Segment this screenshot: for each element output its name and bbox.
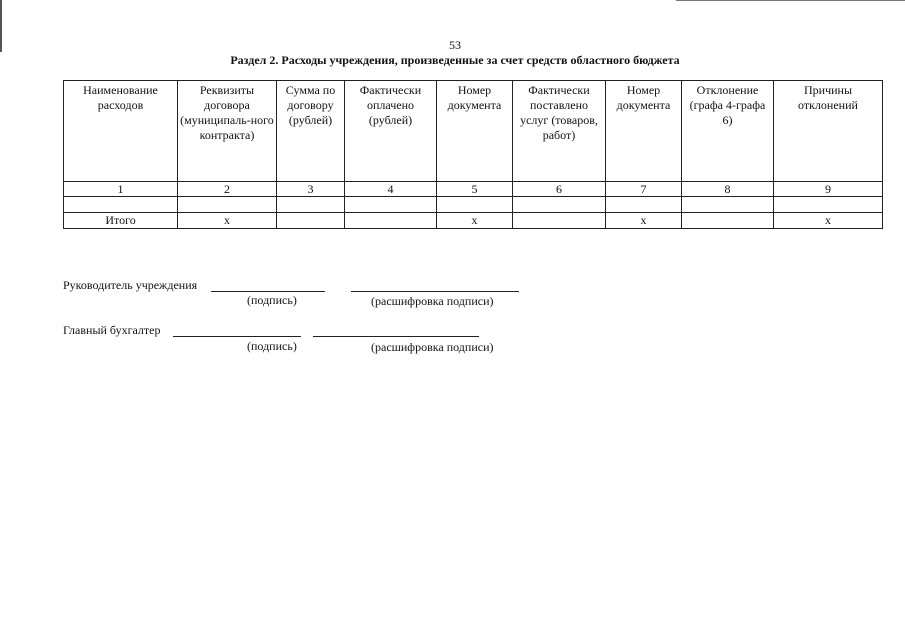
table-cell <box>345 197 437 213</box>
column-number-cell: 5 <box>437 182 513 197</box>
accountant-signature-caption: (подпись) <box>247 339 297 353</box>
expenses-table <box>63 80 883 229</box>
head-signature-block <box>63 278 543 312</box>
total-cell <box>345 213 437 229</box>
column-number-cell: 3 <box>277 182 345 197</box>
accountant-decoding-line[interactable] <box>313 336 479 337</box>
header-cell: Номер документа <box>606 81 682 182</box>
accountant-signature-block <box>63 323 543 357</box>
column-number-cell: 4 <box>345 182 437 197</box>
accountant-decoding-caption: (расшифровка подписи) <box>371 340 494 354</box>
table-cell <box>606 197 682 213</box>
table-cell <box>277 197 345 213</box>
head-signature-caption: (подпись) <box>247 293 297 307</box>
table-row <box>64 197 883 213</box>
head-signature-line[interactable] <box>211 291 325 292</box>
header-cell: Реквизиты договора (муниципаль-ного контракта) <box>178 81 277 182</box>
total-cell: x <box>606 213 682 229</box>
accountant-signature-line[interactable] <box>173 336 301 337</box>
scan-edge-left <box>0 0 2 52</box>
total-cell: Итого <box>64 213 178 229</box>
table-cell <box>64 197 178 213</box>
column-number-row <box>64 182 883 197</box>
total-cell: x <box>774 213 883 229</box>
header-cell: Фактически оплачено (рублей) <box>345 81 437 182</box>
head-signature-label: Руководитель учреждения <box>63 278 198 292</box>
total-row <box>64 213 883 229</box>
total-cell: x <box>437 213 513 229</box>
total-cell <box>513 213 606 229</box>
table-cell <box>513 197 606 213</box>
column-number-cell: 1 <box>64 182 178 197</box>
scan-edge-top <box>676 0 905 1</box>
column-number-cell: 6 <box>513 182 606 197</box>
header-cell: Наименование расходов <box>64 81 178 182</box>
header-cell: Фактически поставлено услуг (товаров, работ) <box>513 81 606 182</box>
section-title: Раздел 2. Расходы учреждения, произведенные за счет средств областного бюджета <box>230 53 680 67</box>
table-cell <box>437 197 513 213</box>
header-cell: Отклонение (графа 4-графа 6) <box>682 81 774 182</box>
page-number: 53 <box>449 38 461 52</box>
table-header-row <box>64 81 883 182</box>
column-number-cell: 9 <box>774 182 883 197</box>
column-number-cell: 2 <box>178 182 277 197</box>
table-cell <box>682 197 774 213</box>
head-decoding-caption: (расшифровка подписи) <box>371 294 494 308</box>
table-cell <box>178 197 277 213</box>
column-number-cell: 7 <box>606 182 682 197</box>
header-cell: Причины отклонений <box>774 81 883 182</box>
header-cell: Номер документа <box>437 81 513 182</box>
total-cell: x <box>178 213 277 229</box>
total-cell <box>277 213 345 229</box>
accountant-signature-label: Главный бухгалтер <box>63 323 161 337</box>
head-decoding-line[interactable] <box>351 291 519 292</box>
table-cell <box>774 197 883 213</box>
total-cell <box>682 213 774 229</box>
header-cell: Сумма по договору (рублей) <box>277 81 345 182</box>
column-number-cell: 8 <box>682 182 774 197</box>
